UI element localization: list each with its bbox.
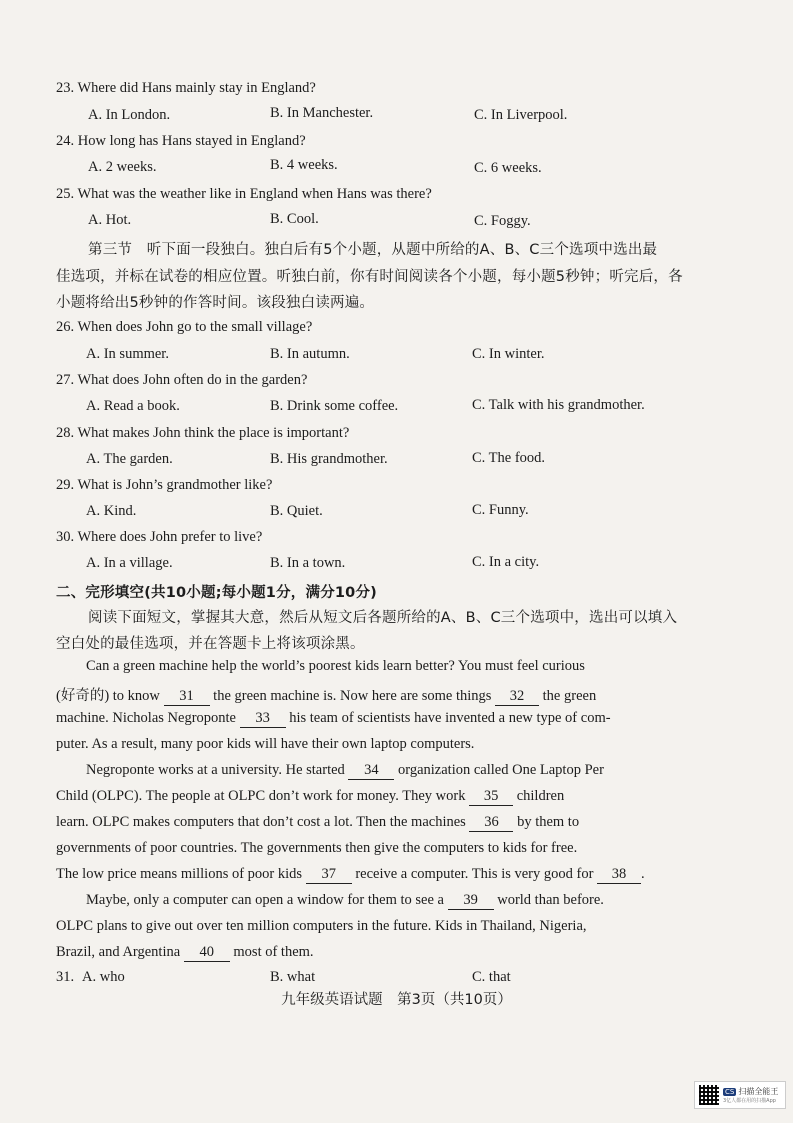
section3-instr-line1: 第三节 听下面一段独白。独白后有5个小题，从题中所给的A、B、C三个选项中选出最 xyxy=(88,242,658,258)
option-30a: A. In a village. xyxy=(86,555,173,571)
option-28b: B. His grandmother. xyxy=(270,451,388,467)
option-31c: C. that xyxy=(472,969,511,985)
question-27: 27. What does John often do in the garden? xyxy=(56,372,308,388)
option-28c: C. The food. xyxy=(472,450,546,466)
passage-text: organization called One Laptop Per xyxy=(398,762,604,778)
question-25: 25. What was the weather like in England when Hans was there? xyxy=(56,186,432,202)
passage-line xyxy=(56,710,680,728)
passage-text: Maybe, only a computer can open a window for them to see a xyxy=(86,892,444,908)
option-26c: C. In winter. xyxy=(472,346,545,362)
passage-line xyxy=(56,684,680,706)
passage-line: governments of poor countries. The governments then give the computers to kids for free. xyxy=(56,840,578,856)
passage-line xyxy=(86,762,710,780)
blank-34: 34 xyxy=(348,762,394,780)
option-30b: B. In a town. xyxy=(270,555,346,571)
passage-line: puter. As a result, many poor kids will have their own laptop computers. xyxy=(56,736,475,752)
option-31b: B. what xyxy=(270,969,316,985)
passage-text: Negroponte works at a university. He started xyxy=(86,762,345,778)
option-28a: A. The garden. xyxy=(86,451,173,467)
passage-text: learn. OLPC makes computers that don’t cost a lot. Then the machines xyxy=(56,814,466,830)
passage-text: the green machine is. Now here are some things xyxy=(213,688,492,704)
passage-text: The low price means millions of poor kids xyxy=(56,866,303,882)
option-25b: B. Cool. xyxy=(270,211,319,227)
scanner-badge-text xyxy=(723,1086,778,1104)
part2-instr-line1: 阅读下面短文，掌握其大意，然后从短文后各题所给的A、B、C三个选项中，选出可以填入 xyxy=(88,610,678,626)
scanner-tagline: 3亿人都在用的扫描App xyxy=(723,1098,776,1104)
question-23: 23. Where did Hans mainly stay in England? xyxy=(56,80,316,96)
question-24: 24. How long has Hans stayed in England? xyxy=(56,133,306,149)
page-footer: 九年级英语试题 第3页（共10页） xyxy=(281,992,512,1008)
question-31-number: 31. xyxy=(56,969,75,985)
passage-line: Can a green machine help the world’s poorest kids learn better? You must feel curious xyxy=(86,658,585,674)
scanner-watermark xyxy=(694,1081,786,1109)
option-24c: C. 6 weeks. xyxy=(474,160,542,176)
passage-text: (好奇的) to know xyxy=(56,688,160,704)
passage-text: most of them. xyxy=(233,944,314,960)
option-27b: B. Drink some coffee. xyxy=(270,398,399,414)
camscanner-logo-icon: CS xyxy=(725,1088,735,1096)
blank-38: 38 xyxy=(597,866,641,884)
part2-heading: 二、完形填空(共10小题;每小题1分，满分10分) xyxy=(56,585,377,601)
passage-text: world than before. xyxy=(497,892,604,908)
blank-37: 37 xyxy=(306,866,352,884)
section3-instr-line3: 小题将给出5秒钟的作答时间。该段独白读两遍。 xyxy=(56,295,375,311)
option-23c: C. In Liverpool. xyxy=(474,107,568,123)
passage-line xyxy=(56,814,680,832)
option-29b: B. Quiet. xyxy=(270,503,323,519)
scanner-app-name: 扫描全能王 xyxy=(738,1087,779,1096)
passage-line xyxy=(56,788,680,806)
question-28: 28. What makes John think the place is important? xyxy=(56,425,350,441)
option-26b: B. In autumn. xyxy=(270,346,350,362)
passage-text: . xyxy=(641,866,645,882)
passage-text: the green xyxy=(542,688,597,704)
passage-text: Child (OLPC). The people at OLPC don’t work for money. They work xyxy=(56,788,466,804)
option-27c: C. Talk with his grandmother. xyxy=(472,397,645,413)
passage-text: receive a computer. This is very good for xyxy=(355,866,594,882)
section3-instr-line2: 佳选项，并标在试卷的相应位置。听独白前，你有时间阅读各个小题，每小题5秒钟；听完后，各 xyxy=(56,269,683,285)
option-24b: B. 4 weeks. xyxy=(270,157,338,173)
question-26: 26. When does John go to the small village? xyxy=(56,319,313,335)
option-29c: C. Funny. xyxy=(472,502,529,518)
blank-40: 40 xyxy=(184,944,230,962)
passage-text: children xyxy=(516,788,565,804)
option-24a: A. 2 weeks. xyxy=(88,159,157,175)
blank-32: 32 xyxy=(495,688,539,706)
question-30: 30. Where does John prefer to live? xyxy=(56,529,263,545)
passage-line xyxy=(56,944,680,962)
option-25a: A. Hot. xyxy=(88,212,132,228)
passage-text: by them to xyxy=(517,814,580,830)
option-23b: B. In Manchester. xyxy=(270,105,374,121)
option-29a: A. Kind. xyxy=(86,503,137,519)
blank-33: 33 xyxy=(240,710,286,728)
part2-instr-line2: 空白处的最佳选项，并在答题卡上将该项涂黑。 xyxy=(56,636,365,652)
blank-36: 36 xyxy=(469,814,513,832)
passage-line xyxy=(56,866,680,884)
passage-text: Brazil, and Argentina xyxy=(56,944,181,960)
passage-text: machine. Nicholas Negroponte xyxy=(56,710,236,726)
passage-line xyxy=(86,892,710,910)
option-26a: A. In summer. xyxy=(86,346,169,362)
option-31a: A. who xyxy=(82,969,125,985)
option-25c: C. Foggy. xyxy=(474,213,531,229)
option-30c: C. In a city. xyxy=(472,554,540,570)
option-23a: A. In London. xyxy=(88,107,171,123)
blank-39: 39 xyxy=(448,892,494,910)
blank-35: 35 xyxy=(469,788,513,806)
option-27a: A. Read a book. xyxy=(86,398,180,414)
passage-text: his team of scientists have invented a new type of com- xyxy=(289,710,611,726)
passage-line: OLPC plans to give out over ten million computers in the future. Kids in Thailand, Nigeria, xyxy=(56,918,587,934)
blank-31: 31 xyxy=(164,688,210,706)
question-29: 29. What is John’s grandmother like? xyxy=(56,477,273,493)
qr-code-icon xyxy=(699,1085,719,1105)
